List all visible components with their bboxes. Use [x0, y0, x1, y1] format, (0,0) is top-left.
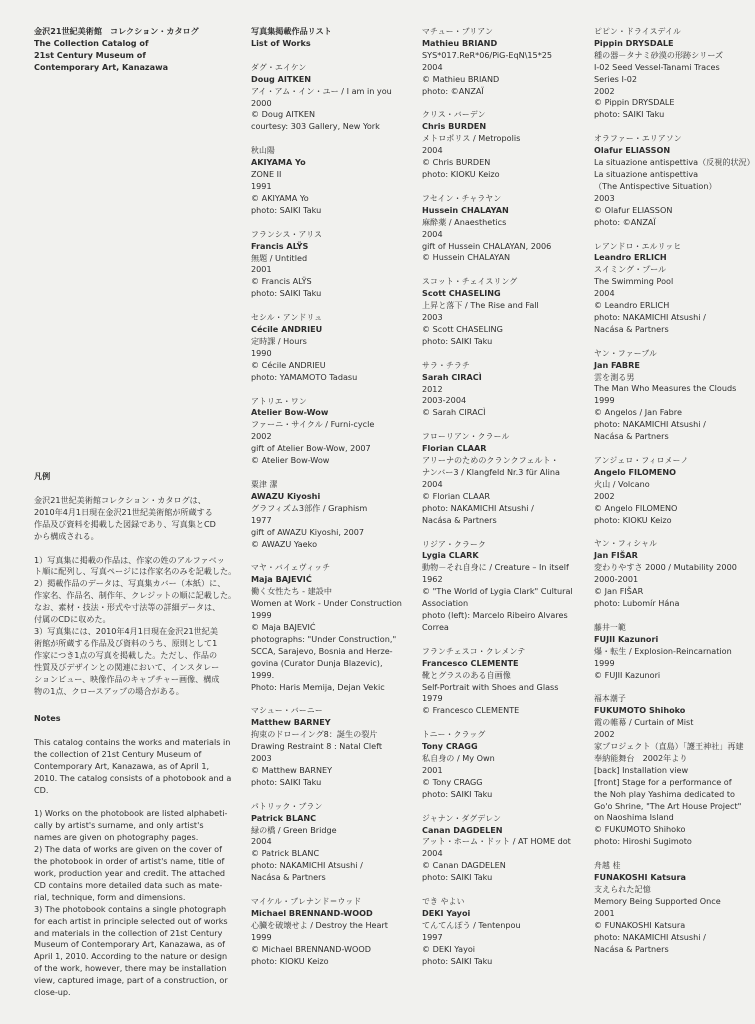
notes-title: Notes — [34, 713, 61, 723]
work-detail-line: 2004 — [251, 836, 272, 847]
work-detail-line: 1990 — [251, 347, 272, 358]
artist-name-ja: ジャナン・ダグデレン — [422, 813, 502, 823]
text-line: から構成される。 — [34, 530, 99, 541]
work-detail-line: © AKIYAMA Yo — [251, 192, 309, 203]
work-detail-line: 1999. — [251, 669, 275, 680]
header-title-en-2: 21st Century Museum of — [34, 49, 146, 60]
artist-name-ja: 藤井一範 — [594, 622, 626, 632]
work-detail-line: © Cécile ANDRIEU — [251, 359, 326, 370]
work-detail-line: Series I-02 — [594, 73, 638, 84]
work-detail-line: 家プロジェクト（直島）「護王神社」再建 — [594, 741, 744, 752]
artist-name-en: FUJII Kazunori — [594, 633, 659, 644]
text-line: 性質及びデザインとの関連において、インスタレー — [34, 661, 220, 672]
work-detail-line: photo: Hiroshi Sugimoto — [594, 836, 692, 847]
work-detail-line: 2003-2004 — [422, 395, 467, 406]
work-detail-line: photo: NAKAMICHI Atsushi / — [251, 860, 363, 871]
work-detail-line: © Atelier Bow-Wow — [251, 455, 330, 466]
text-line: for each artist in principle selected out of works — [34, 915, 228, 926]
work-detail-line: 2002 — [251, 431, 272, 442]
artist-name-en: Francesco CLEMENTE — [422, 657, 519, 668]
work-detail-line: © Jan FIŠAR — [594, 586, 644, 597]
works-list — [251, 62, 411, 968]
work-detail-line: 2004 — [422, 61, 443, 72]
text-line: ト順に配列し、写真ページには作家名のみを記載した。 — [34, 566, 237, 577]
text-line: 2) The data of works are given on the cover of — [34, 844, 222, 855]
work-detail-line: © Mathieu BRIAND — [422, 73, 500, 84]
work-detail-line: © DEKI Yayoi — [422, 943, 476, 954]
work-detail-line: Drawing Restraint 8 : Natal Cleft — [251, 741, 383, 752]
text-line: view, captured image, part of a construction, or — [34, 975, 228, 986]
artist-name-en: Scott CHASELING — [422, 288, 501, 299]
work-detail-line: photo: SAIKI Taku — [422, 335, 493, 346]
work-detail-line: 2002 — [594, 85, 615, 96]
artist-name-ja: スコット・チェイスリング — [422, 277, 518, 287]
work-detail-line: 1962 — [422, 574, 443, 585]
work-detail-line: 2004 — [594, 288, 615, 299]
work-entry — [594, 241, 754, 336]
text-line: This catalog contains the works and materials in — [34, 736, 231, 747]
work-detail-line: © Olafur ELIASSON — [594, 204, 673, 215]
text-line: names are given on photography pages. — [34, 832, 199, 843]
artist-name-ja: アンジェロ・フィロメーノ — [594, 456, 689, 465]
work-detail-line: 麻酔薬 / Anaesthetics — [422, 216, 507, 227]
artist-name-en: Michael BRENNAND-WOOD — [251, 908, 373, 918]
work-detail-line: グラフィズム3部作 / Graphism — [251, 502, 368, 513]
artist-name-ja: ダグ・エイケン — [251, 62, 307, 72]
work-detail-line: © Patrick BLANC — [251, 848, 320, 859]
work-detail-line: © Canan DAGDELEN — [422, 860, 506, 871]
artist-name-ja: ピピン・ドライスデイル — [594, 27, 681, 36]
artist-name-en: Canan DAGDELEN — [422, 824, 503, 835]
work-entry — [422, 193, 587, 264]
text-line: Contemporary Art, Kanazawa, as of April 1, — [34, 760, 210, 771]
artist-name-en: Mathieu BRIAND — [422, 37, 498, 48]
work-detail-line: 働く女性たち - 建設中 — [251, 586, 332, 597]
work-entry — [594, 860, 754, 955]
artist-name-ja: パトリック・ブラン — [251, 801, 323, 811]
artist-name-en: FUKUMOTO Shihoko — [594, 705, 686, 716]
work-detail-line: photo: NAKAMICHI Atsushi / — [422, 502, 534, 513]
work-detail-line: photo: NAKAMICHI Atsushi / — [594, 931, 706, 942]
artist-name-ja: サラ・チラチ — [422, 360, 470, 370]
hanrei-paragraph-2 — [34, 554, 237, 698]
work-detail-line: Go'o Shrine, "The Art House Project" — [594, 800, 742, 811]
work-detail-line: © Florian CLAAR — [422, 490, 491, 501]
artist-name-en: DEKI Yayoi — [422, 908, 471, 918]
work-detail-line: Correa — [422, 621, 449, 632]
work-entry — [422, 896, 587, 967]
work-detail-line: photo: SAIKI Taku — [251, 776, 322, 787]
work-detail-line: on Naoshima Island — [594, 812, 674, 823]
artist-name-en: Florian CLAAR — [422, 443, 487, 454]
artist-name-en: Leandro ERLICH — [594, 252, 667, 263]
artist-name-en: Tony CRAGG — [422, 741, 478, 752]
text-line: 作品及び資料を掲載した図録であり、写真集とCD — [34, 518, 216, 529]
work-detail-line: La situazione antispettiva（反視的状況） — [594, 157, 755, 168]
work-detail-line: Nacása & Partners — [594, 943, 669, 954]
text-line: the photobook in order of artist's name, title of — [34, 856, 225, 867]
work-detail-line: メトロポリス / Metropolis — [422, 133, 521, 144]
hanrei-section — [34, 471, 237, 709]
artist-name-ja: でき やよい — [422, 897, 465, 907]
work-detail-line: photo: Lubomír Hána — [594, 597, 680, 608]
work-entry — [251, 562, 411, 693]
work-detail-line: photo: SAIKI Taku — [251, 288, 322, 299]
work-detail-line: Women at Work - Under Construction — [251, 598, 402, 609]
work-detail-line: 無題 / Untitled — [251, 252, 308, 263]
work-entry — [251, 896, 411, 967]
notes-paragraph-2 — [34, 808, 234, 999]
work-detail-line: [back] Installation view — [594, 764, 689, 775]
artist-name-ja: 福本潮子 — [594, 694, 626, 704]
work-entry — [251, 396, 411, 467]
work-detail-line: © Leandro ERLICH — [594, 300, 670, 311]
text-line: CD. — [34, 784, 49, 795]
work-entry — [594, 348, 754, 443]
work-entry — [594, 26, 754, 121]
artist-name-ja: セシル・アンドリュ — [251, 313, 323, 323]
work-detail-line: 上昇と落下 / The Rise and Fall — [422, 300, 539, 311]
artist-name-ja: クリス・バーデン — [422, 110, 486, 120]
work-detail-line: photo (left): Marcelo Ribeiro Alvares — [422, 609, 568, 620]
works-column-3 — [594, 26, 754, 967]
text-line: 2）掲載作品のデータは、写真集カバー（本紙）に、 — [34, 578, 226, 589]
artist-name-en: AWAZU Kiyoshi — [251, 490, 321, 501]
work-detail-line: 支えられた記憶 — [594, 884, 651, 894]
work-detail-line: © Angelo FILOMENO — [594, 502, 678, 513]
artist-name-ja: フローリアン・クラール — [422, 432, 510, 442]
work-detail-line: © "The World of Lygia Clark" Cultural — [422, 586, 573, 597]
artist-name-en: Atelier Bow-Wow — [251, 407, 329, 418]
text-line: April 1, 2010. According to the nature or design — [34, 951, 228, 962]
artist-name-en: Angelo FILOMENO — [594, 466, 676, 477]
work-entry — [594, 133, 754, 228]
work-detail-line: Self-Portrait with Shoes and Glass — [422, 681, 559, 692]
artist-name-en: Sarah CIRACÌ — [422, 371, 482, 382]
text-line: なお、素材・技法・形式や寸法等の詳細データは、 — [34, 602, 221, 613]
work-detail-line: 爆・転生 / Explosion-Reincarnation — [594, 645, 732, 656]
artist-name-en: Maja BAJEVIĆ — [251, 574, 312, 585]
artist-name-en: Chris BURDEN — [422, 121, 487, 132]
work-detail-line: © FUNAKOSHI Katsura — [594, 919, 686, 930]
work-detail-line: 2001 — [251, 264, 272, 275]
work-detail-line: photo: ©ANZAÏ — [594, 216, 656, 227]
work-detail-line: 1999 — [594, 657, 615, 668]
text-line: 1）写真集に掲載の作品は、作家の姓のアルファベッ — [34, 554, 225, 565]
work-detail-line: アリーナのためのクランクフェルト・ — [422, 455, 559, 466]
work-detail-line: 2000-2001 — [594, 574, 639, 585]
artist-name-en: Hussein CHALAYAN — [422, 204, 509, 215]
work-detail-line: © Pippin DRYSDALE — [594, 97, 675, 108]
work-detail-line: スイミング・プール — [594, 264, 667, 275]
work-detail-line: 緑の橋 / Green Bridge — [251, 824, 337, 835]
text-line: ションビュー、映像作品のキャプチャー画像、構成 — [34, 673, 220, 684]
work-detail-line: I-02 Seed Vessel-Tanami Traces — [594, 61, 720, 72]
artist-name-en: Pippin DRYSDALE — [594, 37, 674, 48]
work-detail-line: 2012 — [422, 383, 443, 394]
artist-name-ja: リジア・クラーク — [422, 539, 486, 549]
work-entry — [422, 431, 587, 526]
text-line: and materials in the collection of 21st Century — [34, 927, 223, 938]
work-detail-line: photo: KIOKU Keizo — [594, 514, 672, 525]
work-detail-line: 2001 — [422, 764, 443, 775]
work-detail-line: 1991 — [251, 180, 272, 191]
artist-name-en: Jan FIŠAR — [594, 550, 638, 561]
artist-name-ja: マチュー・ブリアン — [422, 27, 494, 36]
work-entry — [422, 646, 587, 717]
artist-name-ja: 秋山陽 — [251, 146, 275, 156]
artist-name-ja: フセイン・チャラヤン — [422, 193, 502, 203]
artist-name-ja: マシュー・バーニー — [251, 706, 323, 716]
text-line: work, production year and credit. The attached — [34, 867, 226, 878]
work-detail-line: 2004 — [422, 145, 443, 156]
work-detail-line: 2004 — [422, 478, 443, 489]
work-detail-line: © Doug AITKEN — [251, 109, 316, 120]
text-line: 付属のCDに収めた。 — [34, 614, 111, 625]
work-detail-line: 2001 — [594, 907, 615, 918]
work-entry — [422, 26, 587, 97]
work-detail-line: © FUJII Kazunori — [594, 669, 661, 680]
work-detail-line: © Maja BAJEVIĆ — [251, 621, 316, 632]
work-detail-line: 1997 — [422, 931, 443, 942]
work-detail-line: 2003 — [251, 753, 272, 764]
work-entry — [251, 705, 411, 788]
work-detail-line: © Hussein CHALAYAN — [422, 252, 511, 263]
work-detail-line: photo: SAIKI Taku — [422, 788, 493, 799]
text-line: cally by artist's surname, and only artist's — [34, 820, 204, 831]
text-line: 物の1点、クロースアップの場合がある。 — [34, 685, 184, 696]
artist-name-ja: アトリエ・ワン — [251, 396, 307, 406]
text-line: CD contains more detailed data such as mate- — [34, 879, 223, 890]
work-detail-line: Memory Being Supported Once — [594, 895, 721, 906]
work-detail-line: 変わりやすさ 2000 / Mutability 2000 — [594, 562, 737, 573]
work-detail-line: Photo: Haris Memija, Dejan Vekic — [251, 681, 385, 692]
work-detail-line: 2003 — [594, 192, 615, 203]
list-title-en: List of Works — [251, 37, 311, 48]
work-detail-line: 雲を測る男 — [594, 371, 635, 382]
work-detail-line: photo: KIOKU Keizo — [422, 168, 500, 179]
work-detail-line: © Tony CRAGG — [422, 776, 483, 787]
text-line: 金沢21世紀美術館コレクション・カタログは、 — [34, 494, 206, 505]
work-detail-line: Nacása & Partners — [594, 323, 669, 334]
work-detail-line: 種の器－タナミ砂漠の形跡シリーズ — [594, 49, 724, 60]
work-entry — [251, 312, 411, 383]
work-entry — [594, 622, 754, 682]
work-detail-line: [front] Stage for a performance of — [594, 776, 732, 787]
work-detail-line: Nacása & Partners — [594, 431, 669, 442]
work-detail-line: 2002 — [594, 490, 615, 501]
work-detail-line: 1999 — [594, 395, 615, 406]
text-line: 作家につき1点の写真を掲載した。ただし、作品の — [34, 649, 218, 660]
artist-name-ja: レアンドロ・エルリッヒ — [594, 241, 682, 251]
work-detail-line: Association — [422, 598, 469, 609]
work-detail-line: Nacása & Partners — [251, 872, 326, 883]
work-entry — [251, 145, 411, 216]
artist-name-ja: マイケル・ブレナンド＝ウッド — [251, 897, 362, 907]
work-detail-line: photographs: "Under Construction," — [251, 633, 397, 644]
work-detail-line: 靴とグラスのある自画像 — [422, 669, 511, 680]
artist-name-ja: オラファー・エリアソン — [594, 134, 682, 144]
work-detail-line: © Chris BURDEN — [422, 157, 491, 168]
work-detail-line: photo: KIOKU Keizo — [251, 955, 329, 966]
text-line: 1) Works on the photobook are listed alphabeti- — [34, 808, 228, 819]
work-detail-line: photo: SAIKI Taku — [422, 955, 493, 966]
artist-name-ja: ヤン・フィシャル — [594, 539, 658, 549]
work-entry — [422, 276, 587, 347]
work-detail-line: photo: YAMAMOTO Tadasu — [251, 371, 358, 382]
catalog-header — [34, 26, 234, 74]
works-list — [594, 26, 754, 955]
work-entry — [422, 109, 587, 180]
work-detail-line: the Noh play Yashima dedicated to — [594, 788, 735, 799]
text-line: rial, technique, form and dimensions. — [34, 891, 186, 902]
work-detail-line: 1999 — [251, 931, 272, 942]
work-detail-line: © AWAZU Yaeko — [251, 538, 318, 549]
work-detail-line: 2002 — [594, 729, 615, 740]
artist-name-en: FUNAKOSHI Katsura — [594, 872, 686, 883]
work-detail-line: 定時課 / Hours — [251, 335, 307, 346]
work-detail-line: Nacása & Partners — [422, 514, 497, 525]
artist-name-en: Olafur ELIASSON — [594, 145, 671, 156]
header-title-en-1: The Collection Catalog of — [34, 37, 149, 48]
work-detail-line: アイ・アム・イン・ユー / I am in you — [251, 85, 392, 96]
artist-name-en: Doug AITKEN — [251, 73, 312, 84]
artist-name-en: Patrick BLANC — [251, 812, 317, 823]
work-detail-line: （The Antispective Situation） — [594, 180, 717, 191]
artist-name-ja: 舟越 桂 — [594, 861, 621, 871]
list-title — [251, 26, 411, 50]
works-column-2 — [422, 26, 587, 980]
works-list — [422, 26, 587, 968]
text-line: 3) The photobook contains a single photograph — [34, 903, 227, 914]
text-line: close-up. — [34, 987, 71, 998]
work-detail-line: 私自身の / My Own — [422, 753, 495, 764]
work-entry — [251, 62, 411, 133]
work-detail-line: 心臓を破壊せよ / Destroy the Heart — [251, 919, 388, 930]
work-detail-line: gift of Hussein CHALAYAN, 2006 — [422, 240, 552, 251]
work-detail-line: アット・ホーム・ドット / AT HOME dot — [422, 836, 571, 847]
work-detail-line: ナンバー3 / Klangfeld Nr.3 für Alina — [422, 467, 560, 477]
work-detail-line: photo: NAKAMICHI Atsushi / — [594, 419, 706, 430]
text-line: 作家名、作品名、制作年、クレジットの順に記載した。 — [34, 590, 237, 601]
hanrei-paragraph-1 — [34, 495, 234, 543]
work-detail-line: 1979 — [422, 693, 443, 704]
work-detail-line: 動物－それ自身に / Creature – In itself — [422, 562, 569, 573]
work-detail-line: La situazione antispettiva — [594, 168, 699, 179]
text-line: 術館が所蔵する作品及び資料のうち、原則として1 — [34, 637, 218, 648]
header-title-en-3: Contemporary Art, Kanazawa — [34, 61, 169, 72]
work-detail-line: The Man Who Measures the Clouds — [594, 383, 737, 394]
work-detail-line: gift of AWAZU Kiyoshi, 2007 — [251, 526, 365, 537]
text-line: Museum of Contemporary Art, Kanazawa, as of — [34, 939, 225, 950]
work-detail-line: © FUKUMOTO Shihoko — [594, 824, 686, 835]
work-entry — [594, 538, 754, 609]
work-detail-line: gift of Atelier Bow-Wow, 2007 — [251, 443, 371, 454]
artist-name-en: Francis ALŸS — [251, 240, 309, 251]
work-detail-line: SYS*017.ReR*06/PiG-EqN\15*25 — [422, 49, 553, 60]
artist-name-ja: ヤン・ファーブル — [594, 348, 658, 358]
text-line: the collection of 21st Century Museum of — [34, 748, 202, 759]
work-entry — [594, 693, 754, 848]
artist-name-ja: フランシス・アリス — [251, 229, 323, 239]
work-detail-line: 奉納能舞台 2002年より — [594, 752, 688, 763]
work-entry — [251, 229, 411, 300]
work-entry — [422, 729, 587, 800]
artist-name-en: Cécile ANDRIEU — [251, 324, 323, 335]
work-detail-line: 火山 / Volcano — [594, 478, 650, 489]
work-detail-line: © Sarah CIRACÌ — [422, 407, 486, 418]
works-column-1 — [251, 26, 411, 980]
work-entry — [422, 539, 587, 634]
work-detail-line: © Francesco CLEMENTE — [422, 705, 520, 716]
work-detail-line: 2004 — [422, 848, 443, 859]
notes-paragraph-1 — [34, 737, 234, 797]
text-line: 2010. The catalog consists of a photobook and a — [34, 772, 232, 783]
work-detail-line: 2000 — [251, 97, 272, 108]
text-line: of the work, however, there may be installation — [34, 963, 227, 974]
work-detail-line: ZONE II — [251, 169, 282, 180]
hanrei-title: 凡例 — [34, 471, 51, 481]
artist-name-en: Jan FABRE — [594, 359, 640, 370]
artist-name-en: AKIYAMA Yo — [251, 157, 306, 168]
work-detail-line: photo: SAIKI Taku — [594, 109, 665, 120]
work-detail-line: SCCA, Sarajevo, Bosnia and Herze- — [251, 645, 393, 656]
text-line: 2010年4月1日現在金沢21世紀美術館が所蔵する — [34, 506, 213, 517]
list-title-ja: 写真集掲載作品リスト — [251, 26, 332, 36]
work-detail-line: 霞の帷幕 / Curtain of Mist — [594, 717, 694, 728]
artist-name-en: Matthew BARNEY — [251, 717, 331, 728]
artist-name-ja: マヤ・バイェヴィッチ — [251, 563, 331, 573]
work-detail-line: courtesy: 303 Gallery, New York — [251, 121, 380, 132]
work-entry — [422, 813, 587, 884]
artist-name-en: Lygia CLARK — [422, 550, 479, 561]
work-detail-line: photo: SAIKI Taku — [251, 204, 322, 215]
text-line: 3）写真集には、2010年4月1日現在金沢21世紀美 — [34, 625, 218, 636]
work-detail-line: photo: NAKAMICHI Atsushi / — [594, 311, 706, 322]
work-detail-line: 1999 — [251, 610, 272, 621]
work-detail-line: てんてんぽう / Tentenpou — [422, 919, 521, 930]
work-detail-line: photo: ©ANZAÏ — [422, 85, 484, 96]
work-detail-line: © Angelos / Jan Fabre — [594, 407, 682, 418]
work-entry — [594, 455, 754, 526]
work-detail-line: The Swimming Pool — [594, 276, 674, 287]
work-detail-line: © Francis ALŸS — [251, 276, 312, 287]
work-detail-line: 2003 — [422, 312, 443, 323]
work-detail-line: © Matthew BARNEY — [251, 764, 333, 775]
artist-name-ja: フランチェスコ・クレメンテ — [422, 646, 526, 656]
work-detail-line: ファーニ・サイクル / Furni-cycle — [251, 419, 375, 430]
work-entry — [251, 479, 411, 550]
header-title-ja: 金沢21世紀美術館 コレクション・カタログ — [34, 26, 199, 36]
work-detail-line: govina (Curator Dunja Blazevic), — [251, 657, 383, 668]
work-detail-line: 1977 — [251, 514, 272, 525]
work-detail-line: 拘束のドローイング8：誕生の裂片 — [251, 729, 378, 740]
work-detail-line: © Scott CHASELING — [422, 323, 503, 334]
work-entry — [422, 360, 587, 420]
artist-name-ja: トニー・クラッグ — [422, 730, 486, 740]
notes-section — [34, 713, 234, 1011]
work-detail-line: photo: SAIKI Taku — [422, 872, 493, 883]
work-detail-line: © Michael BRENNAND-WOOD — [251, 943, 372, 954]
artist-name-ja: 粟津 潔 — [251, 480, 278, 489]
work-detail-line: 2004 — [422, 228, 443, 239]
work-entry — [251, 801, 411, 884]
